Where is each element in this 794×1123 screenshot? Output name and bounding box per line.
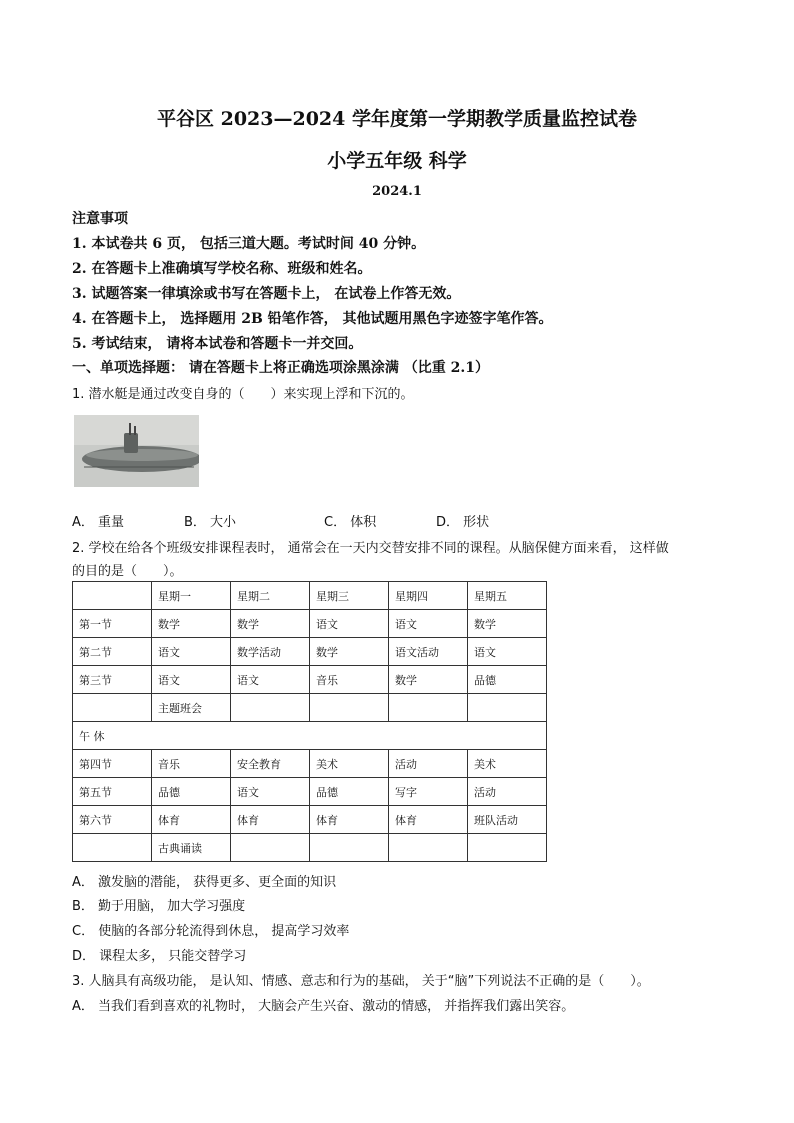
table-row [73,750,547,778]
table-cell: 音乐 [310,666,389,694]
q3-option-a: A． 当我们看到喜欢的礼物时， 大脑会产生兴奋、激动的情感， 并指挥我们露出笑容。 [72,999,575,1014]
table-cell: 数学 [310,638,389,666]
table-header-row [73,582,547,610]
table-row [73,834,547,862]
table-cell: 美术 [468,750,547,778]
table-cell [73,834,152,862]
question-2-stem: 2. 学校在给各个班级安排课程表时， 通常会在一天内交替安排不同的课程。从脑保健方面来看， 这样做 [72,541,669,556]
submarine-periscope [129,423,131,435]
notice-item: 5. 考试结束， 请将本试卷和答题卡一并交回。 [72,336,363,352]
notice-heading: 注意事项 [72,211,128,227]
schedule-table [72,581,547,862]
table-cell [468,694,547,722]
table-cell: 语文活动 [389,638,468,666]
table-header-cell: 星期二 [231,582,310,610]
notice-item: 2. 在答题卡上准确填写学校名称、班级和姓名。 [72,261,372,277]
table-cell: 古典诵读 [152,834,231,862]
table-cell: 第五节 [73,778,152,806]
table-row [73,638,547,666]
q1-option-b: B． 大小 [184,515,237,530]
table-header-cell: 星期一 [152,582,231,610]
table-row [73,806,547,834]
table-header-cell: 星期三 [310,582,389,610]
table-cell: 体育 [231,806,310,834]
table-cell: 活动 [389,750,468,778]
table-cell: 体育 [389,806,468,834]
table-row [73,610,547,638]
table-cell: 数学 [152,610,231,638]
table-cell [389,834,468,862]
q1-option-d: D． 形状 [436,515,490,530]
question-3-stem: 3. 人脑具有高级功能， 是认知、情感、意志和行为的基础， 关于“脑”下列说法不正确的是（ ）。 [72,974,650,989]
submarine-hull-highlight [86,449,198,461]
table-cell: 美术 [310,750,389,778]
table-cell: 品德 [468,666,547,694]
table-row [73,694,547,722]
table-row-lunch [73,722,547,750]
table-cell: 第六节 [73,806,152,834]
question-1-stem: 1. 潜水艇是通过改变自身的（ ）来实现上浮和下沉的。 [72,387,414,402]
q2-option-d: D． 课程太多， 只能交替学习 [72,949,247,964]
table-cell: 写字 [389,778,468,806]
q2-option-a: A． 激发脑的潜能， 获得更多、更全面的知识 [72,875,337,890]
table-cell: 主题班会 [152,694,231,722]
table-cell [468,834,547,862]
question-2-stem-cont: 的目的是（ ）。 [72,564,183,579]
table-row [73,778,547,806]
table-cell: 品德 [152,778,231,806]
table-cell: 数学 [468,610,547,638]
table-cell: 语文 [231,778,310,806]
table-cell: 第一节 [73,610,152,638]
q1-option-a: A． 重量 [72,515,125,530]
notice-item: 4. 在答题卡上， 选择题用 2B 铅笔作答， 其他试题用黑色字迹签字笔作答。 [72,311,553,327]
table-cell: 体育 [310,806,389,834]
table-cell: 语文 [468,638,547,666]
table-cell: 语文 [152,666,231,694]
table-cell-lunch: 午 休 [73,722,547,750]
table-cell [231,694,310,722]
table-cell: 活动 [468,778,547,806]
q2-option-b: B． 勤于用脑， 加大学习强度 [72,899,246,914]
submarine-image [74,415,199,487]
table-cell: 音乐 [152,750,231,778]
table-cell [310,834,389,862]
table-cell: 班队活动 [468,806,547,834]
table-cell [73,582,152,610]
table-cell [231,834,310,862]
table-cell: 数学 [389,666,468,694]
table-cell: 第四节 [73,750,152,778]
table-cell [73,694,152,722]
table-cell: 数学活动 [231,638,310,666]
table-cell: 第二节 [73,638,152,666]
q1-option-c: C． 体积 [324,515,377,530]
table-cell: 语文 [231,666,310,694]
notice-item: 1. 本试卷共 6 页， 包括三道大题。考试时间 40 分钟。 [72,236,426,252]
table-row [73,666,547,694]
table-header-cell: 星期四 [389,582,468,610]
table-cell: 第三节 [73,666,152,694]
exam-date: 2024.1 [372,184,422,199]
table-cell: 语文 [152,638,231,666]
table-cell: 安全教育 [231,750,310,778]
exam-subtitle: 小学五年级 科学 [327,150,467,172]
exam-title: 平谷区 2023—2024 学年度第一学期教学质量监控试卷 [157,108,637,130]
table-cell: 语文 [389,610,468,638]
table-cell [310,694,389,722]
table-cell: 体育 [152,806,231,834]
q2-option-c: C． 使脑的各部分轮流得到休息， 提高学习效率 [72,924,350,939]
notice-item: 3. 试题答案一律填涂或书写在答题卡上， 在试卷上作答无效。 [72,286,461,302]
table-cell: 品德 [310,778,389,806]
submarine-antenna [134,426,136,435]
table-cell: 数学 [231,610,310,638]
table-header-cell: 星期五 [468,582,547,610]
table-cell: 语文 [310,610,389,638]
section-heading: 一、单项选择题： 请在答题卡上将正确选项涂黑涂满 （比重 2.1） [72,360,489,376]
submarine-tower [124,433,138,453]
table-cell [389,694,468,722]
